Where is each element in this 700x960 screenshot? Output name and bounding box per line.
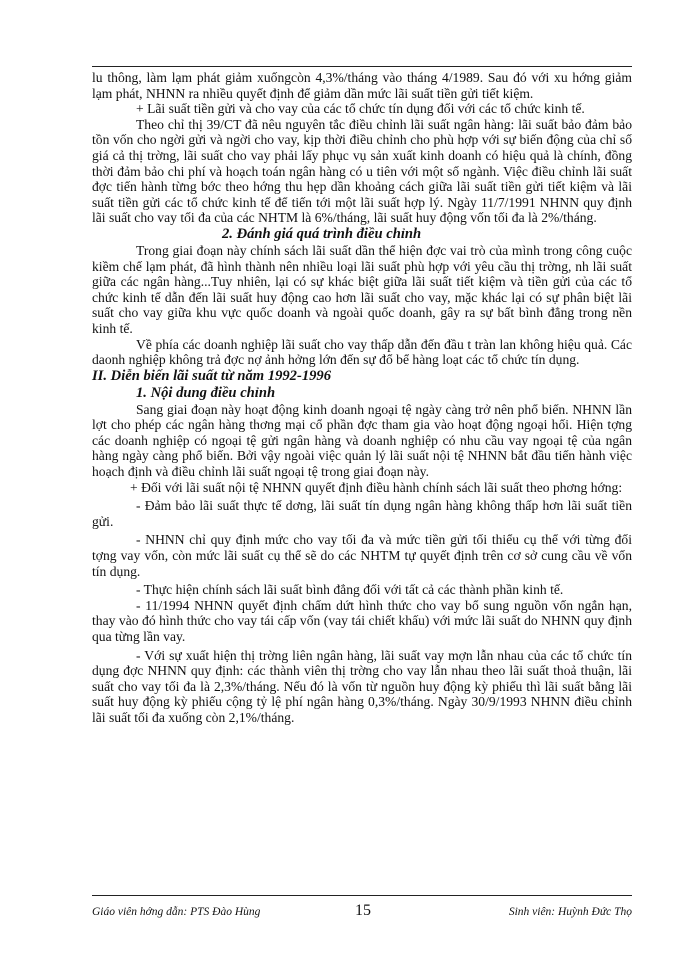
footer-rule [92, 895, 632, 896]
page-number: 15 [355, 902, 371, 919]
heading-adjustment-content: 1. Nội dung điều chỉnh [136, 384, 276, 401]
footer-student: Sinh viên: Huỳnh Đức Thọ [508, 906, 632, 918]
bullet-max-min-rates: - NHNN chỉ quy định mức cho vay tối đa và mức tiền gửi tối thiểu cụ thể với từng đối tợng vay vốn, còn mức lãi suất cụ thể sẽ do các NHTM tự quyết định trên cơ sở cung cầu về vốn tín dụng. [92, 532, 632, 579]
bullet-equal-policy: - Thực hiện chính sách lãi suất bình đẳng đối với tất cả các thành phần kinh tế. [136, 582, 564, 598]
bullet-real-rate: - Đảm bảo lãi suất thực tế dơng, lãi suất tín dụng ngân hàng không thấp hơn lãi suất tiền gửi. [92, 498, 632, 529]
paragraph-foreign-currency: Sang giai đoạn này hoạt động kinh doanh ngoại tệ ngày càng trở nên phổ biến. NHNN lần lợt cho phép các ngân hàng thơng mại cổ phần đợc tham gia vào hoạt động ngoại hối. Hiện tợng các doanh nghiệp có ngoại tệ gửi ngân hàng và doanh nghiệp có nhu cầu vay ngoại tệ của ngân hàng ngày càng phổ biến. Bởi vậy ngoài việc quản lý lãi suất nội tệ NHNN bắt đầu tiến hành việc hoạch định và điều chỉnh lãi suất ngoại tệ trong giai đoạn này. [92, 401, 632, 480]
bullet-refinancing: - 11/1994 NHNN quyết định chấm dứt hình thức cho vay bổ sung nguồn vốn ngắn hạn, thay vào đó hình thức cho vay tái cấp vốn (vay tái chiết khấu) với mức lãi suất do NHNN quy định qua từng lần vay. [92, 597, 632, 644]
heading-evaluation: 2. Đánh giá quá trình điều chỉnh [222, 225, 422, 242]
section-heading-1992-1996: II. Diễn biến lãi suất từ năm 1992-1996 [92, 367, 332, 384]
page-footer [92, 902, 632, 926]
paragraph-directive-39: Theo chỉ thị 39/CT đã nêu nguyên tắc điều chỉnh lãi suất ngân hàng: lãi suất bảo đảm bảo tồn vốn cho ngời gửi và ngời cho vay, kịp thời điều chỉnh cho phù hợp với sự biến động của chỉ số giá cả thị trờng, lãi suất cho vay phải lấy phục vụ sản xuất kinh doanh có hiệu quả là chính, đồng thời đảm bảo chi phí và hoạch toán ngân hàng có u tiên với một số ngành. Việc điều chỉnh lãi suất đợc tiến hành từng bớc theo hớng thu hẹp dần khoảng cách giữa lãi suất tiền gửi tiết kiệm và lãi suất tiền gửi các tổ chức kinh tế để tiến tới một lãi suất hợp lý. Ngày 11/7/1991 NHNN quy định lãi suất cho vay tối đa của các NHTM là 6%/tháng, lãi suất huy động vốn tối đa là 2%/tháng. [92, 116, 632, 226]
footer-supervisor: Giáo viên hớng dẫn: PTS Đào Hùng [92, 906, 261, 918]
paragraph-intro: lu thông, làm lạm phát giảm xuốngcòn 4,3%/tháng vào tháng 4/1989. Sau đó với xu hớng giảm lạm phát, NHNN ra nhiều quyết định để giảm dần mức lãi suất tiền gửi tiết kiệm. [92, 70, 632, 101]
page-content [92, 70, 632, 726]
paragraph-domestic-policy: + Đối với lãi suất nội tệ NHNN quyết định điều hành chính sách lãi suất theo phơng hớng: [130, 479, 623, 495]
paragraph-deposit-lending: + Lãi suất tiền gửi và cho vay của các tổ chức tín dụng đối với các tổ chức kinh tế. [136, 101, 585, 117]
paragraph-evaluation: Trong giai đoạn này chính sách lãi suất dần thể hiện đợc vai trò của mình trong công cuộc kiềm chế lạm phát, đã hình thành nên nhiều loại lãi suất phù hợp với yêu cầu thị trờng, nh lãi suất giữa các ngân hàng...Tuy nhiên, lại có sự khác biệt giữa lãi suất tiết kiệm và tiền gửi của các tổ chức kinh tế dẫn đến lãi suất huy động cao hơn lãi suất cho vay, mặc khác lại có sự phân biệt lãi suất cho vay giữa khu vực quốc doanh và ngoài quốc doanh, gây ra sự bất bình đẳng trong nền kinh tế. [92, 242, 632, 336]
header-rule [92, 66, 632, 67]
bullet-interbank: - Với sự xuất hiện thị trờng liên ngân hàng, lãi suất vay mợn lẫn nhau của các tổ chức tín dụng đợc NHNN quy định: các thành viên thị trờng cho vay lẫn nhau theo lãi suất thoả thuận, lãi suất cho vay tối đa là 2,3%/tháng. Nếu đó là vốn từ nguồn huy động kỳ phiếu thì lãi suất bằng lãi suất huy động kỳ phiếu cộng tỷ lệ phí ngân hàng 0,3%/tháng. Ngày 30/9/1993 NHNN điều chỉnh lãi suất tối đa xuống còn 2,1%/tháng. [92, 647, 632, 725]
paragraph-enterprises: Về phía các doanh nghiệp lãi suất cho vay thấp dẫn đến đầu t tràn lan không hiệu quả. Các daonh nghiệp không trả đợc nợ ảnh hởng lớn đến sự đổ bể hàng loạt các tổ chức tín dụng. [92, 336, 632, 368]
